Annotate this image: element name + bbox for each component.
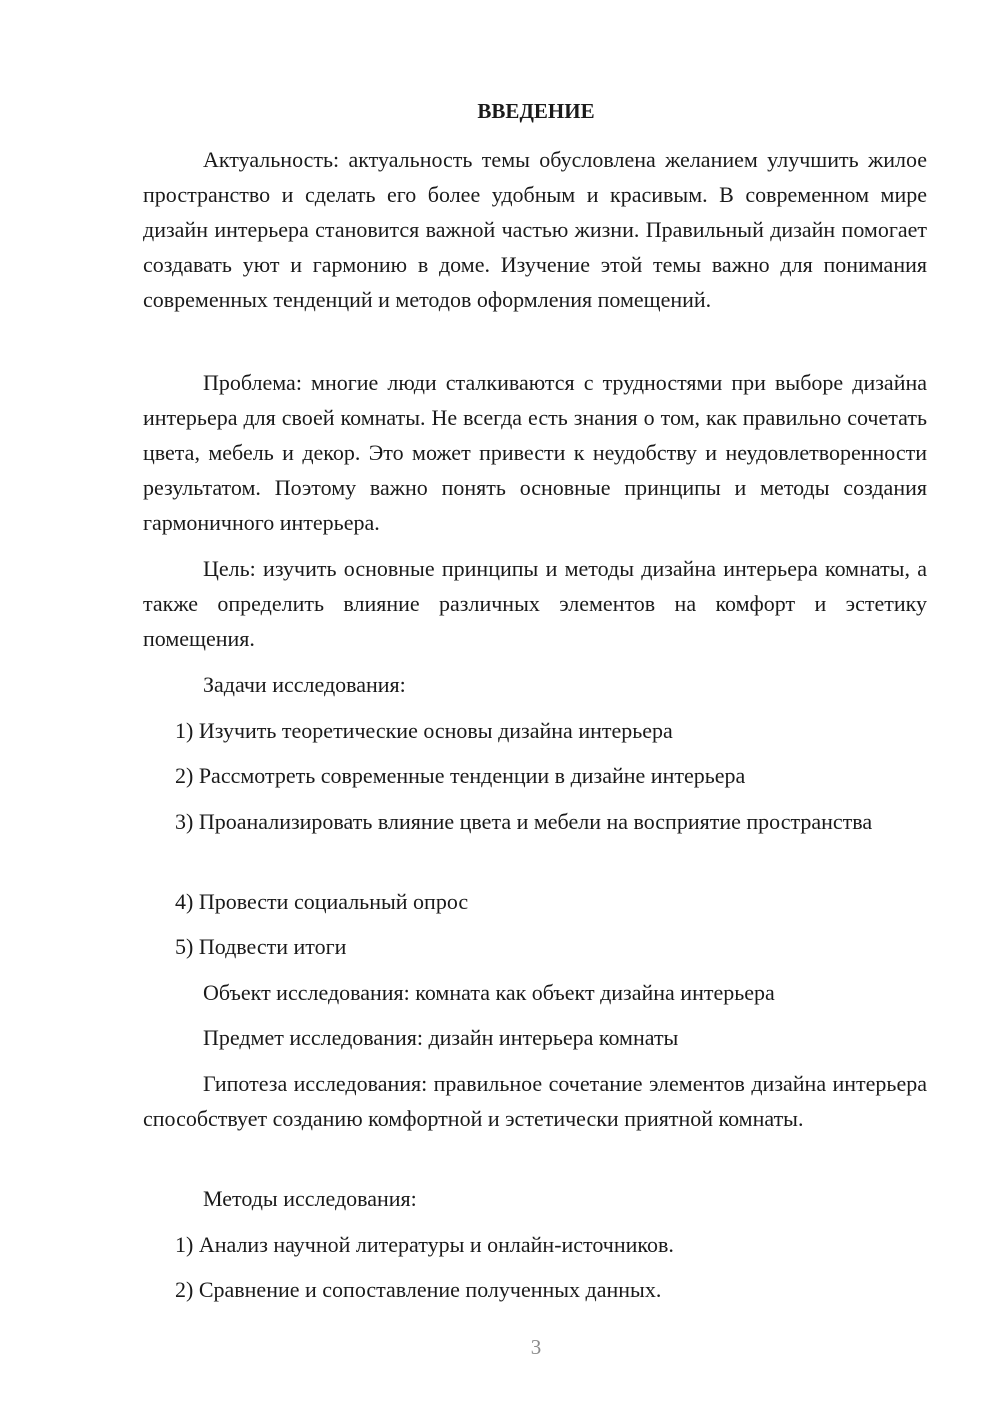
methods-heading: Методы исследования: bbox=[203, 1186, 417, 1211]
paragraph-relevance: Актуальность: актуальность темы обусловлена желанием улучшить жилое пространство и сделать его более удобным и красивым. В современном мире дизайн интерьера становится важной частью жизни. Правильный дизайн помогает создавать уют и гармонию в доме. Изучение этой темы важно для понимания современных тенденций и методов оформления помещений. bbox=[143, 147, 927, 312]
tasks-heading: Задачи исследования: bbox=[203, 672, 406, 697]
task-item: 3) Проанализировать влияние цвета и мебели на восприятие пространства bbox=[175, 809, 873, 834]
page-number: 3 bbox=[530, 1335, 542, 1359]
paragraph-hypothesis: Гипотеза исследования: правильное сочетание элементов дизайна интерьера способствует созданию комфортной и эстетически приятной комнаты. bbox=[143, 1071, 927, 1131]
paragraph-goal: Цель: изучить основные принципы и методы дизайна интерьера комнаты, а также определить влияние различных элементов на комфорт и эстетику помещения. bbox=[143, 556, 927, 651]
paragraph-object: Объект исследования: комната как объект дизайна интерьера bbox=[203, 980, 775, 1005]
paragraph-subject: Предмет исследования: дизайн интерьера комнаты bbox=[203, 1025, 679, 1050]
task-item: 5) Подвести итоги bbox=[175, 934, 347, 959]
task-item: 2) Рассмотреть современные тенденции в дизайне интерьера bbox=[175, 763, 746, 788]
page-title: ВВЕДЕНИЕ bbox=[477, 99, 595, 123]
method-item: 1) Анализ научной литературы и онлайн-источников. bbox=[175, 1232, 674, 1257]
paragraph-problem: Проблема: многие люди сталкиваются с трудностями при выборе дизайна интерьера для своей комнаты. Не всегда есть знания о том, как правильно сочетать цвета, мебель и декор. Это может привести к неудобству и неудовлетворенности результатом. Поэтому важно понять основные принципы и методы создания гармоничного интерьера. bbox=[143, 370, 927, 535]
method-item: 2) Сравнение и сопоставление полученных данных. bbox=[175, 1277, 662, 1302]
task-item: 1) Изучить теоретические основы дизайна интерьера bbox=[175, 718, 673, 743]
task-item: 4) Провести социальный опрос bbox=[175, 889, 469, 914]
